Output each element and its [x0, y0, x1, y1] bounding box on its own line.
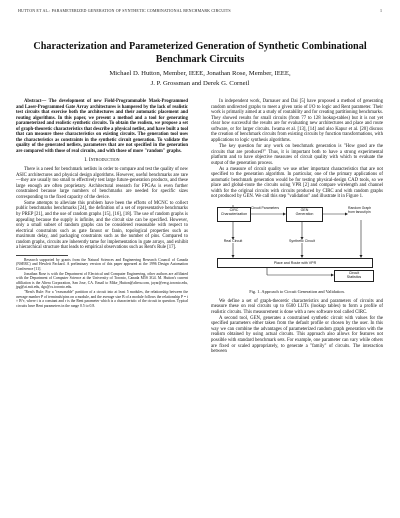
- footnote-1: Research supported by grants from the Natural Sciences and Engineering Research Council of Canada (NSERC) and Hewlett Packard. A preliminary version of this paper appeared at the 1996 Design Automation Conference [11].: [16, 257, 188, 271]
- statistics-box-label: Circuit Statistics: [346, 271, 362, 280]
- right-paragraph-4: We define a set of graph-theoretic characteristics and parameters of circuits and measure these on real circuits up to 6500 LUTs (lookup tables) to form a profile of realistic circuits. This measurement is done with a new software tool called CIRC.: [211, 298, 383, 315]
- paper-title: Characterization and Parameterized Generation of Synthetic Combinational Benchmark Circuits: [33, 41, 367, 65]
- footnote-3: "Rent's Rule: For a "reasonable" partition of a circuit into at least 5 modules, the relationship between the average number P of terminals/pins on a module, and the average size B of a module follows the relationship P = t × B^r, where t is a constant and r is the Rent parameter which is a characteristic of the circuit in question. Typical circuits have Rent parameters in the range 0.5 to 0.8.: [16, 290, 188, 308]
- authors-line-1: Michael D. Hutton, Member, IEEE, Jonathan Rose, Member, IEEE,: [109, 70, 291, 77]
- intro-paragraph-1: There is a need for benchmark netlists in order to compare and test the quality of new ASIC architectures and physical design algorithms. However, useful benchmarks are rare—they are usually too small to effectively test large future-generation products, and these large enough are often proprietary. Architectural research for FPGAs is even further constrained because large numbers of benchmarks are needed for specific sizes corresponding to the fixed capacity of the device.: [16, 167, 188, 200]
- figure-1-diagram: [211, 203, 383, 287]
- circuit-parameters-label: Circuit Parameters: [251, 206, 280, 211]
- right-paragraph-5: A second tool, GEN, generates a constrained synthetic circuit with values for the specified parameters either taken from the default profile or chosen by the user. In this way we can combine the advantages of parameterized random graph generation with the realism obtained by using actual circuits. This approach also allows for features not possible with standard benchmark sets. For example, one parameter can vary while others are fixed or scaled appropriately, to generate a "family" of circuits. The interaction between: [211, 315, 383, 355]
- gen-box-label: GEN Generation: [295, 208, 314, 217]
- figure-1-caption: Fig. 1. Approach to Circuit Generation and Validation.: [249, 289, 345, 295]
- right-column: [211, 99, 383, 355]
- real-circuit-box: Real Circuit: [217, 240, 249, 243]
- circ-box-label: CIRC Characterization: [220, 208, 248, 217]
- gen-box: [286, 207, 323, 222]
- right-paragraph-2: The key question for any work on benchmark generation is "How good are the circuits that are produced?" Thus, it is important both to have a strong experimental platform and to have objective measures of circuit quality with which to evaluate the output of the generation process.: [211, 143, 383, 166]
- footnote-2: Jonathan Rose is with the Department of Electrical and Computer Engineering, other authors are affiliated with the Department of Computer Science at the University of Toronto, Canada M5S 3G4. M. Hutton's current affiliation is the Altera Corporation, San Jose, CA. Email to Mike_Hutton@altera.com, jayar@eecg.toronto.edu, jpg@ai.mit.edu, dgc@cs.toronto.edu.: [16, 271, 188, 290]
- vpr-box: Place and Route with VPR: [217, 258, 373, 268]
- authors-line-2: J. P. Grossman and Derek G. Corneil: [150, 79, 250, 87]
- running-header: HUTTON ET AL.: PARAMETERIZED GENERATION OF SYNTHETIC COMBINATIONAL BENCHMARK CIRCUITS: [18, 8, 231, 13]
- statistics-box: [334, 270, 374, 282]
- right-paragraph-3: As a measure of circuit quality we use other important characteristics that are not specified to the generation algorithm. In particular, one of the primary applications of automatic benchmark generation would be for testing physical-design CAD tools, so we place and global-route the circuits using VPR [2] and compare wirelength and channel width for the original circuits with circuits produced by CIRC and with random graphs not produced by GEN. We call this step "validation" and illustrate it in Figure 1.: [211, 166, 383, 200]
- left-column: [16, 99, 188, 309]
- intro-paragraph-2: Some attempts to alleviate this problem have been the efforts of MCNC to collect public benchmarks benchmarks [24], the definition of a set of representative benchmarks by PREP [21], and the use of random graphs [15], [16], [18]. The use of random graphs is appealing because the supply is infinite, and the circuit size can be specified. However, only a small subset of random graphs can be considered reasonable with respect to electrical constraints such as gate fanout or fanin, topological properties such as maximum delay, and packaging constraints such as the number of pins. Compared to random graphs, circuits are inherently tame for implementation in gate arrays, and exhibit a hierarchical structure that leads to empirical observations such as Rent's Rule [17].: [16, 200, 188, 251]
- circ-box: [217, 207, 251, 222]
- author-block: [20, 69, 380, 88]
- footnote-rule: [16, 255, 68, 256]
- right-paragraph-1: In independent work, Darnauer and Dai [5] have proposed a method of generating random undirected graphs to meet a given ratio of I/O to logic and Rent parameter. Their work is primarily aimed at a study of routability and for creating partitioning benchmarks. They showed results for small circuits (from 77 to 128 lookup-tables) but it is not yet clear how successful the results are for evaluating new architectures and place and route software, or for larger circuits. Iwama et al. [13], [14] and also Kapur et al. [20] discuss the creation of benchmark circuits from existing circuits by function transformations, with applications to logic synthesis algorithms.: [211, 99, 383, 143]
- section-heading-introduction: I. Introduction: [84, 157, 120, 164]
- abstract: Abstract— The development of new Field-Programmable Mask-Programmed and Laser-Programmed Gate Array architectures is hampered by the lack of realistic test circuits that exercise both the architectures and their automatic placement and routing algorithms. In this paper, we present a method and a tool for generating parameterized and realistic synthetic circuits. To obtain the realism, we propose a set of graph-theoretic characteristics that describe a physical netlist, and have built a tool that can measure these characteristics on existing circuits. The generation tool uses the characteristics as constraints in the synthetic circuit generation. To validate the quality of the generated netlists, parameters that are not specified in the generation are compared with those of real circuits, and with those of more "random" graphs.: [16, 99, 188, 154]
- synthetic-circuit-box: Synthetic Circuit: [283, 240, 321, 243]
- page-number: 1: [380, 8, 382, 13]
- random-graph-text: Random Graph from fanout/pin: [348, 206, 372, 214]
- random-graph-label: [348, 207, 382, 215]
